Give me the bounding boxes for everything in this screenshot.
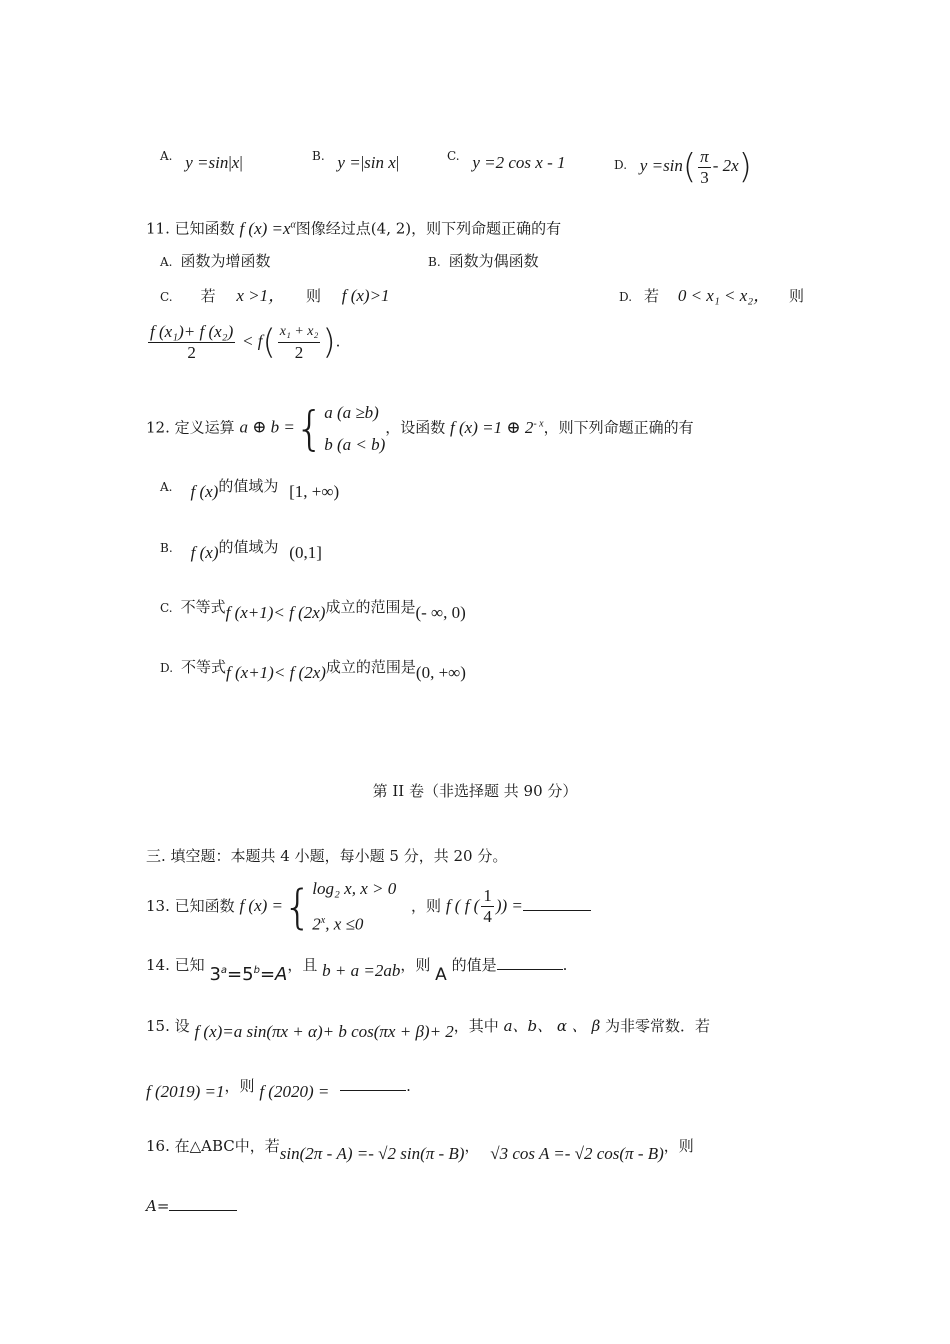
q11-stem — [146, 215, 561, 239]
denominator: 2 — [294, 343, 304, 362]
stem-text: 图像经过点(4, 2)，则下列命题正确的有 — [295, 219, 562, 238]
ask-expr — [445, 886, 523, 927]
range: (0, +∞) — [415, 663, 466, 682]
ask-label: A= — [146, 1197, 170, 1215]
option-text: 函数为增函数 — [180, 252, 271, 270]
fraction — [698, 147, 711, 188]
function-lhs: f (x) = — [239, 895, 283, 915]
expr-text: y =sin — [639, 156, 683, 176]
function-expr — [450, 418, 544, 437]
q11-option-a — [160, 251, 271, 272]
question-number: 16. — [146, 1137, 170, 1155]
answer-blank[interactable] — [523, 896, 591, 911]
conclusion: f (x)>1 — [341, 286, 390, 305]
expr-text: y =sin — [185, 153, 229, 172]
inner-fraction — [278, 322, 321, 363]
option-text: 函数为偶函数 — [448, 252, 539, 270]
ask-post: )) = — [495, 895, 523, 915]
case-2-base: 2 — [312, 914, 321, 934]
option-text: 的值域为 — [218, 477, 279, 495]
q12-stem: 12. 定义运算 a ⊕ b ={ a (a ≥b) b (a < b) ，设函数 f (x) =1 ⊕ $2^{- x}$，则下列命题正确的有 — [146, 392, 694, 456]
option-text: 不等式 — [181, 658, 227, 676]
option-letter: A. — [160, 149, 173, 163]
option-letter: D. — [619, 290, 633, 304]
numerator: f (x₁)+ f (x₂) — [150, 322, 234, 341]
q16-line1 — [146, 1136, 694, 1163]
numerator: 1 — [483, 886, 492, 906]
q11-option-c — [160, 286, 390, 307]
period: . — [406, 1077, 411, 1095]
option-text: 成立的范围是 — [325, 658, 416, 676]
option-letter: B. — [428, 255, 441, 269]
stem-text: ，则 — [663, 1137, 694, 1155]
question-number: 12. — [146, 418, 170, 437]
q11-option-d — [619, 286, 804, 307]
stem-text: 已知函数 — [174, 219, 235, 238]
case-2: b (a < b) — [324, 434, 386, 454]
q12-option-b — [160, 537, 322, 562]
stem-text: ，则 — [400, 956, 431, 974]
section-3-title: 三. 填空题：本题共 4 小题，每小题 5 分，共 20 分。 — [146, 847, 508, 865]
stem-text: 已知函数 — [174, 896, 235, 915]
stem-text: ，设函数 — [385, 418, 446, 437]
option-c-expr: y =2 cos x - 1 — [472, 153, 566, 172]
if-text: 若 — [200, 287, 216, 305]
stem-text: 的值是 — [451, 956, 497, 974]
var-a: A — [435, 965, 447, 985]
q10-option-d — [614, 145, 752, 186]
base-3: 3 — [209, 964, 221, 985]
period: . — [335, 332, 341, 351]
equation-1: sin(2π - A) =- √2 sin(π - B) — [279, 1144, 465, 1163]
function-expr: f (x)=a sin(πx + α)+ b cos(πx + β)+ 2 — [194, 1022, 454, 1041]
stem-text: ，则下列命题正确的有 — [543, 418, 694, 437]
stem-text: 设 — [174, 1017, 190, 1035]
option-letter: A. — [160, 480, 173, 494]
option-a-expr: y =sin|x| — [185, 153, 243, 172]
func-text: f (x) =1 ⊕ 2 — [450, 417, 534, 437]
range: (0,1] — [289, 543, 322, 562]
then-text: 则 — [788, 287, 804, 305]
stem-text: ，则 — [224, 1077, 255, 1095]
option-letter: B. — [312, 149, 325, 163]
question-number: 14. — [146, 956, 170, 974]
q15-line2 — [146, 1076, 411, 1101]
stem-text: 定义运算 — [174, 418, 235, 437]
func-text: f (x) =x — [239, 218, 291, 238]
base-5: =5 — [227, 964, 254, 985]
equation-2: √3 cos A =- √2 cos(π - B) — [490, 1144, 664, 1163]
option-b-expr: y =|sin x| — [337, 153, 400, 172]
range: [1, +∞) — [289, 482, 340, 501]
expr-text: y = — [337, 153, 361, 172]
option-letter: A. — [160, 255, 173, 269]
option-text: 的值域为 — [218, 538, 279, 556]
q10-option-b — [312, 145, 400, 172]
option-letter: C. — [160, 290, 173, 304]
less-than-f: < f — [242, 331, 263, 351]
equals-a: =A — [259, 964, 288, 985]
case-1: a (a ≥b) — [324, 402, 379, 422]
given-value: f (2019) =1 — [146, 1082, 225, 1101]
q12-option-d — [160, 657, 466, 682]
expr-var: x — [231, 153, 240, 172]
if-text: 若 — [644, 287, 660, 305]
numerator: x₁ + x₂ — [278, 322, 321, 343]
piecewise-cases — [324, 397, 385, 461]
range: (- ∞, 0) — [415, 603, 466, 622]
condition: x >1， — [236, 286, 286, 305]
option-d-expr: y =sin( $\frac{\pi}{3}$ - 2x) — [639, 147, 752, 188]
denominator: 2 — [187, 343, 196, 362]
parameters: a、b、 α 、 β — [503, 1017, 601, 1035]
q10-option-c — [447, 145, 566, 172]
numerator: π — [700, 147, 709, 166]
expr-var: sin x — [364, 153, 396, 172]
q11-option-d-inequality: $\frac{\text{f (x₁)+ f (x₂)}}{2}$ < f( $\frac{\text{x₁ + x₂}}{2}$ ). — [150, 322, 341, 363]
function-expr — [239, 219, 295, 238]
piecewise-cases — [312, 873, 396, 941]
q16-line2 — [146, 1196, 237, 1216]
exponent: α — [290, 219, 296, 230]
q12-option-c — [160, 597, 466, 622]
ask-expr: f (2020) = — [259, 1082, 330, 1101]
option-text: 不等式 — [180, 598, 226, 616]
question-number: 11. — [146, 219, 170, 238]
period: . — [562, 956, 568, 974]
q13: 13. 已知函数 f (x) ={ log₂ x, x > 0 2$^x$, x ≤0 ，则 f ( f ( $\frac{1}{4}$ )) = — [146, 873, 591, 937]
question-number: 15. — [146, 1017, 170, 1035]
option-letter: C. — [447, 149, 460, 163]
option-letter: C. — [160, 601, 173, 615]
exp-a: a — [220, 965, 228, 976]
q15-line1 — [146, 1016, 711, 1041]
stem-text: 已知 — [174, 956, 205, 974]
option-letter: B. — [160, 541, 173, 555]
lhs-fraction — [148, 322, 235, 363]
answer-blank[interactable] — [169, 1196, 237, 1211]
section-2-title: 第 II 卷（非选择题 共 90 分） — [372, 782, 578, 800]
denominator: 3 — [700, 168, 709, 187]
exponent: - x — [533, 418, 544, 429]
func-f: f (x) — [190, 482, 219, 501]
stem-text: 在△ABC中，若 — [174, 1137, 280, 1155]
condition: b + a =2ab — [322, 961, 401, 980]
ask-pre: f ( f ( — [445, 895, 480, 915]
case-2-cond: , x ≤0 — [325, 914, 364, 934]
option-letter: D. — [614, 158, 628, 173]
inequality: f (x+1)< f (2x) — [226, 663, 326, 682]
q12-option-a — [160, 476, 340, 501]
expr-tail: - 2x — [712, 156, 739, 176]
operation-def: a ⊕ b = — [239, 417, 295, 437]
denominator: 4 — [483, 907, 492, 927]
equation — [209, 964, 287, 985]
q14 — [146, 951, 568, 985]
q10-option-a — [160, 145, 243, 172]
stem-text: ，且 — [287, 956, 318, 974]
case-2-exp: x — [320, 915, 326, 926]
stem-text: ，则 — [411, 896, 442, 915]
q11-option-b — [428, 251, 539, 272]
case-1: log₂ x, x > 0 — [312, 879, 397, 898]
func-f: f (x) — [190, 543, 219, 562]
condition: 0 < x₁ < x₂， — [677, 286, 771, 305]
then-text: 则 — [305, 287, 321, 305]
stem-text: 为非零常数．若 — [605, 1017, 711, 1035]
option-text: 成立的范围是 — [325, 598, 416, 616]
exp-b: b — [253, 965, 260, 976]
answer-blank[interactable] — [497, 955, 563, 970]
stem-text: ，其中 — [453, 1017, 499, 1035]
option-letter: D. — [160, 661, 174, 675]
answer-blank[interactable] — [340, 1076, 406, 1091]
question-number: 13. — [146, 896, 170, 915]
inequality: f (x+1)< f (2x) — [225, 603, 326, 622]
fraction — [481, 886, 494, 927]
separator: ， — [464, 1137, 480, 1155]
